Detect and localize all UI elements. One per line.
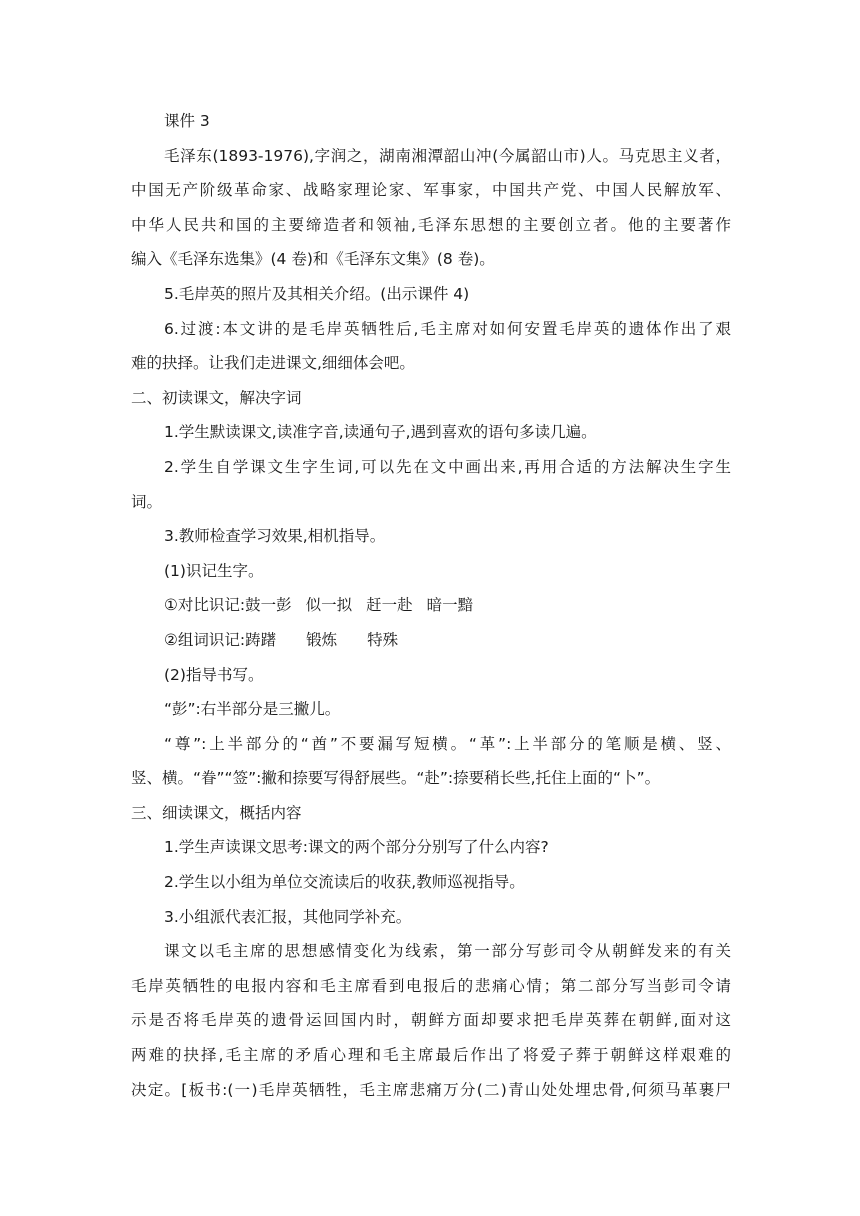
writing-note-peng: “彭”:右半部分是三撇儿。 <box>164 700 341 719</box>
paragraph-line: 课文以毛主席的思想感情变化为线索，第一部分写彭司令从朝鲜发来的有关 <box>164 942 731 961</box>
paragraph-line: 示是否将毛岸英的遗骨运回国内时，朝鲜方面却要求把毛岸英葬在朝鲜,面对这 <box>131 1011 731 1030</box>
compare-characters <box>131 588 731 623</box>
char-pair: 鼓一彭 <box>245 596 292 615</box>
step-6 <box>131 312 731 381</box>
char-pair: 似一拟 <box>305 596 353 615</box>
document-page <box>131 104 731 1107</box>
paragraph-line: 6.过渡:本文讲的是毛岸英牺牲后,毛主席对如何安置毛岸英的遗体作出了艰 <box>164 319 731 338</box>
vocab-word: 踌躇 <box>245 630 277 649</box>
section-2-heading: 二、初读课文，解决字词 <box>131 388 302 407</box>
courseware-heading: 课件 3 <box>164 112 210 130</box>
section-2-step-3: 3.教师检查学习效果,相机指导。 <box>164 527 386 546</box>
paragraph-line: 毛泽东(1893-1976),字润之，湖南湘潭韶山冲(今属韶山市)人。马克思主义者， <box>164 146 731 165</box>
compare-label: ①对比识记: <box>164 596 246 615</box>
paragraph-line: 决定。[板书:(一)毛岸英牺牲，毛主席悲痛万分(二)青山处处埋忠骨,何须马革裹尸 <box>131 1080 731 1099</box>
paragraph-line: 编入《毛泽东选集》(4 卷)和《毛泽东文集》(8 卷)。 <box>131 250 495 269</box>
vocab-word: 特殊 <box>367 630 399 649</box>
paragraph-line: 难的抉择。让我们走进课文,细细体会吧。 <box>131 354 415 373</box>
summary-paragraph <box>131 934 731 1107</box>
paragraph-line: 中国无产阶级革命家、战略家理论家、军事家，中国共产党、中国人民解放军、 <box>131 181 731 200</box>
char-pair: 赶一赴 <box>366 596 413 615</box>
step-5: 5.毛岸英的照片及其相关介绍。(出示课件 4) <box>164 284 470 303</box>
section-3-step-1: 1.学生声读课文思考:课文的两个部分分别写了什么内容? <box>164 838 549 857</box>
writing-note-zun <box>131 727 731 796</box>
section-3-step-3: 3.小组派代表汇报，其他同学补充。 <box>164 907 412 926</box>
paragraph-line: “尊”:上半部分的“酋”不要漏写短横。“革”:上半部分的笔顺是横、竖、 <box>164 734 731 753</box>
vocab-word: 锻炼 <box>306 630 338 649</box>
paragraph-line: 毛岸英牺牲的电报内容和毛主席看到电报后的悲痛心情；第二部分写当彭司令请 <box>131 976 731 995</box>
paragraph-line: 两难的抉择,毛主席的矛盾心理和毛主席最后作出了将爱子葬于朝鲜这样艰难的 <box>131 1046 731 1065</box>
char-pair: 暗一黯 <box>426 596 474 615</box>
paragraph-line: 竖、横。“眷”“签”:撇和捺要写得舒展些。“赴”:捺要稍长些,托住上面的“卜”。 <box>131 769 661 788</box>
section-3-heading: 三、细读课文，概括内容 <box>131 803 302 822</box>
paragraph-line: 2.学生自学课文生字生词,可以先在文中画出来,再用合适的方法解决生字生 <box>164 457 731 476</box>
paragraph-line: 中华人民共和国的主要缔造者和领袖,毛泽东思想的主要创立者。他的主要著作 <box>131 215 731 234</box>
section-2-step-2 <box>131 450 731 519</box>
paragraph-line: 词。 <box>131 492 163 511</box>
substep-1: (1)识记生字。 <box>164 561 264 580</box>
section-3-step-2: 2.学生以小组为单位交流读后的收获,教师巡视指导。 <box>164 873 525 892</box>
group-label: ②组词识记: <box>164 630 246 649</box>
substep-2: (2)指导书写。 <box>164 665 264 684</box>
word-groups <box>131 623 731 658</box>
biography-paragraph <box>131 139 731 277</box>
section-2-step-1: 1.学生默读课文,读准字音,读通句子,遇到喜欢的语句多读几遍。 <box>164 423 597 442</box>
